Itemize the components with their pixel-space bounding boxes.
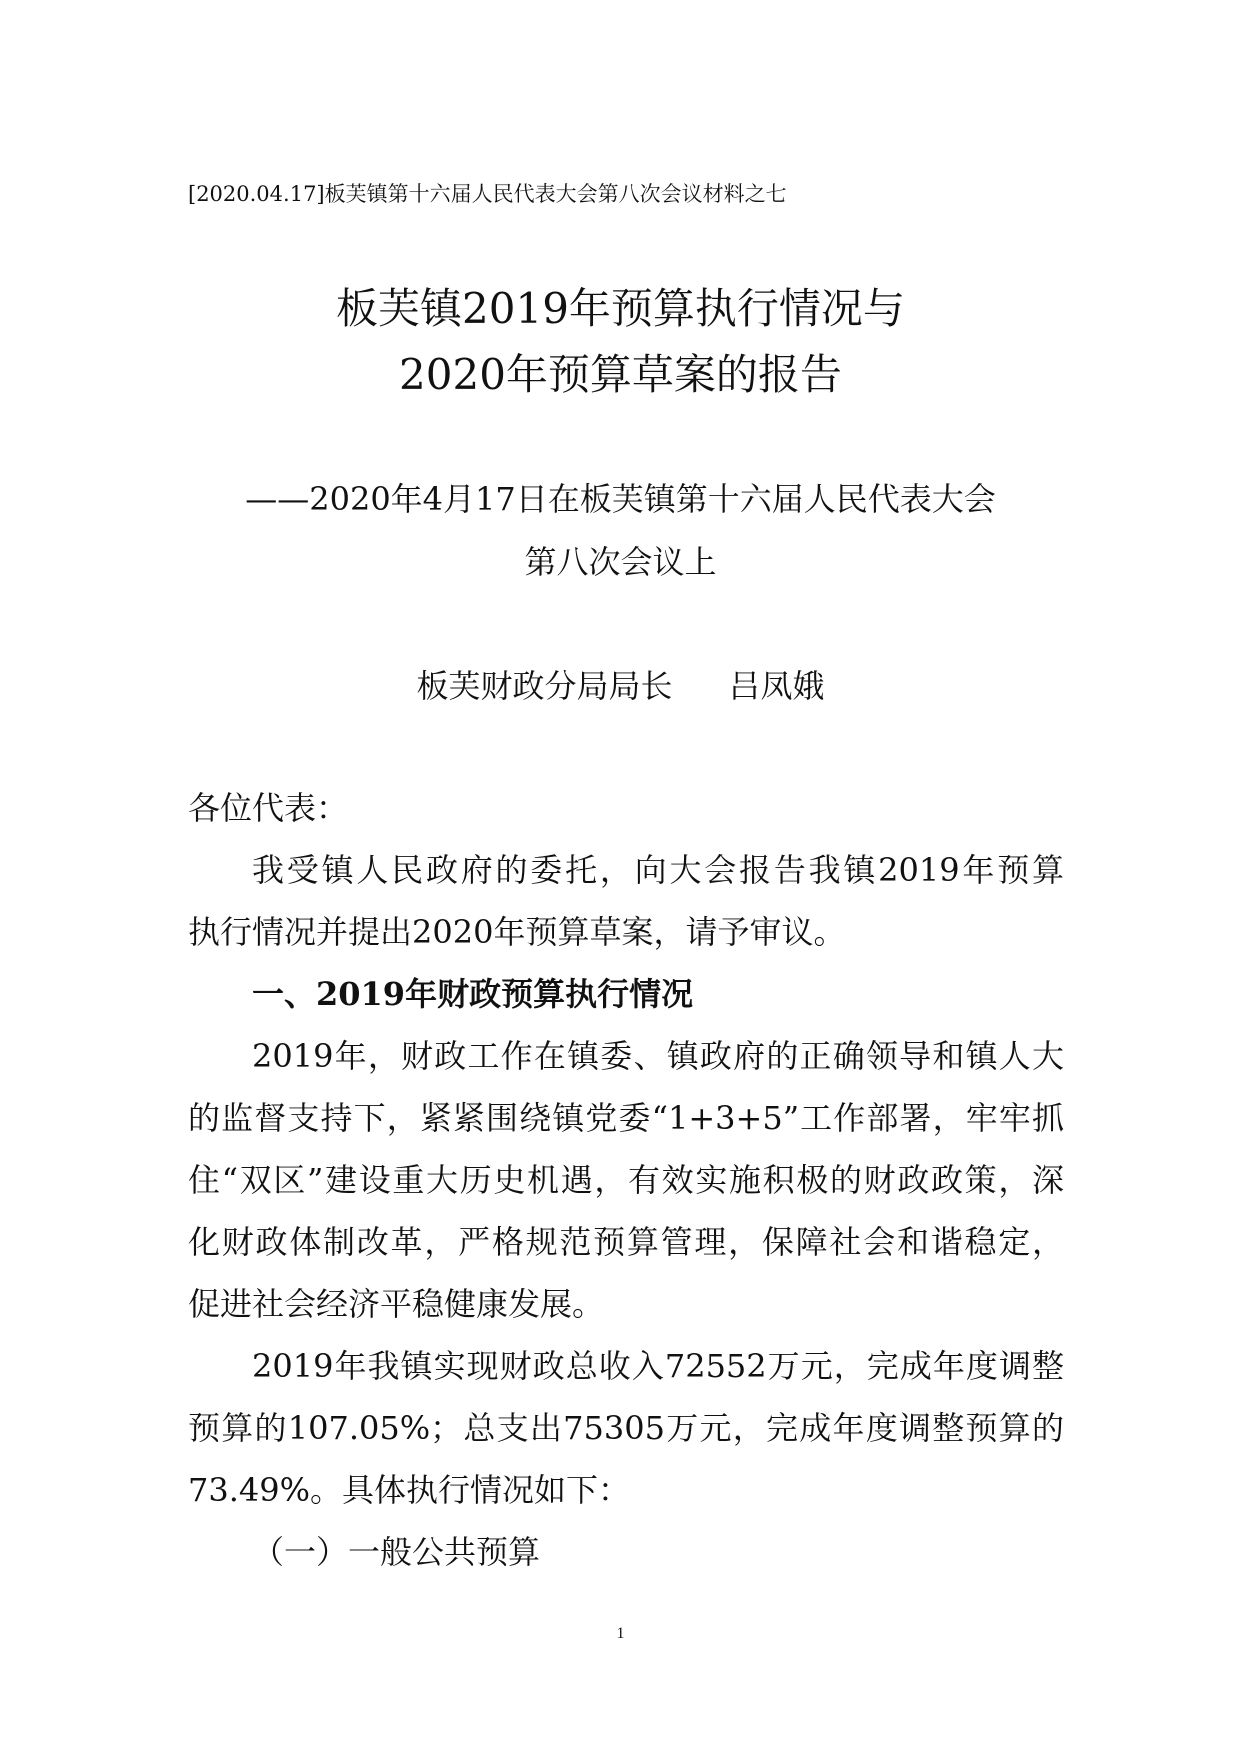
salutation: 各位代表： <box>188 789 349 827</box>
author-name: 吕凤娥 <box>728 667 825 705</box>
author-line <box>0 664 1241 708</box>
report-subtitle-line-2: 第八次会议上 <box>524 543 717 581</box>
report-subtitle-line-1: ——2020年4月17日在板芙镇第十六届人民代表大会 <box>245 480 996 518</box>
author-position: 板芙财政分局局长 <box>416 667 673 705</box>
paragraph-1-line-3: 住“双区”建设重大历史机遇，有效实施积极的财政政策，深 <box>188 1161 1064 1199</box>
section-heading-1: 一、2019年财政预算执行情况 <box>252 975 694 1013</box>
paragraph-2-line-1: 2019年我镇实现财政总收入72552万元，完成年度调整 <box>252 1347 1064 1385</box>
header-note: [2020.04.17]板芙镇第十六届人民代表大会第八次会议材料之七 <box>188 182 787 206</box>
paragraph-1-line-5: 促进社会经济平稳健康发展。 <box>188 1285 605 1323</box>
intro-line-2: 执行情况并提出2020年预算草案，请予审议。 <box>188 913 846 951</box>
paragraph-1-line-1: 2019年，财政工作在镇委、镇政府的正确领导和镇人大 <box>252 1037 1064 1075</box>
paragraph-1-line-4: 化财政体制改革，严格规范预算管理，保障社会和谐稳定， <box>188 1223 1064 1261</box>
subsection-heading-1: （一）一般公共预算 <box>252 1533 541 1571</box>
report-title-line-2: 2020年预算草案的报告 <box>399 350 842 399</box>
paragraph-1-line-2: 的监督支持下，紧紧围绕镇党委“1+3+5”工作部署，牢牢抓 <box>188 1099 1064 1137</box>
intro-line-1: 我受镇人民政府的委托，向大会报告我镇2019年预算 <box>252 851 1064 889</box>
paragraph-2-line-3: 73.49%。具体执行情况如下： <box>188 1471 631 1509</box>
paragraph-2-line-2: 预算的107.05%；总支出75305万元，完成年度调整预算的 <box>188 1409 1064 1447</box>
page-number: 1 <box>616 1625 625 1642</box>
report-title-line-1: 板芙镇2019年预算执行情况与 <box>336 284 905 333</box>
